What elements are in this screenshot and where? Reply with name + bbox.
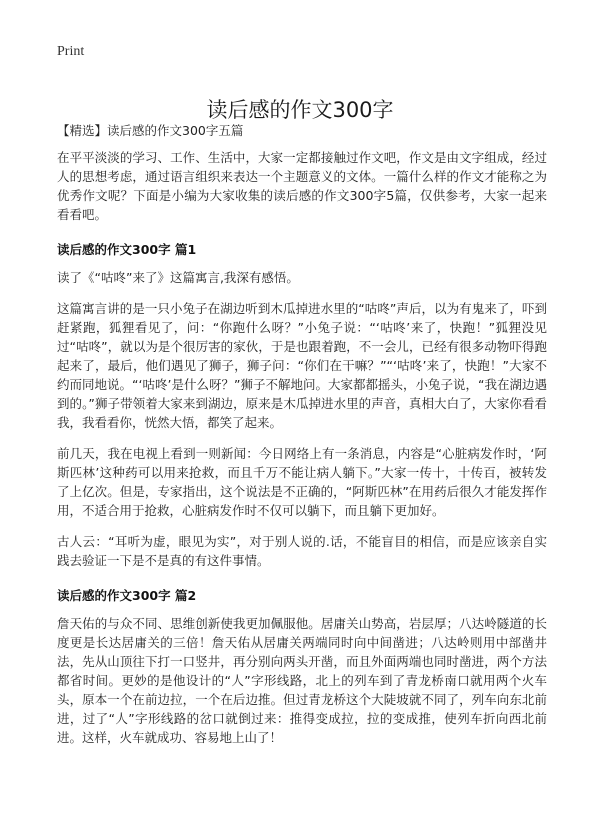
article-subtitle: 【精选】读后感的作文300字五篇 [57, 123, 244, 138]
section-heading: 读后感的作文300字 篇1 [57, 242, 197, 257]
article-section-1 [57, 240, 547, 570]
paragraph: 古人云：“耳听为虚，眼见为实”，对于别人说的.话，不能盲目的相信，而是应该亲自实践去验证一下是不是真的有这件事情。 [57, 534, 547, 568]
article-body [57, 148, 547, 759]
paragraph: 前几天，我在电视上看到一则新闻：今日网络上有一条消息，内容是“心脏病发作时，‘阿斯匹林’这种药可以用来抢救，而且千万不能让病人躺下。”大家一传十，十传百，被转发了上亿次。但是，专家指出，这个说法是不正确的，“阿斯匹林”在用药后很久才能发挥作用，不适合用于抢救，心脏病发作时不仅可以躺下，而且躺下更加好。 [57, 446, 547, 518]
paragraph: 詹天佑的与众不同、思维创新使我更加佩服他。居庸关山势高，岩层厚；八达岭隧道的长度更是长达居庸关的三倍！詹天佑从居庸关两端同时向中间凿进；八达岭则用中部凿井法，先从山顶往下打一口竖井，再分别向两头开凿，而且外面两端也同时凿进，两个方法都省时间。更妙的是他设计的“人”字形线路，北上的列车到了青龙桥南口就用两个火车头，原本一个在前边拉，一个在后边推。但过青龙桥这个大陡坡就不同了，列车向东北前进，过了“人”字形线路的岔口就倒过来：推得变成拉，拉的变成推，使列车折向西北前进。这样，火车就成功、容易地上山了！ [57, 616, 547, 745]
page-title: 读后感的作文300字 [206, 98, 394, 123]
section-heading: 读后感的作文300字 篇2 [57, 588, 197, 603]
print-label: Print [57, 44, 85, 59]
article-section-2 [57, 586, 547, 747]
paragraph: 读了《“咕咚”来了》这篇寓言,我深有感悟。 [57, 270, 299, 285]
paragraph: 这篇寓言讲的是一只小兔子在湖边听到木瓜掉进水里的“咕咚”声后，以为有鬼来了，吓到赶紧跑，狐狸看见了，问：“你跑什么呀？”小兔子说：“‘咕咚’来了，快跑！”狐狸没见过“咕咚”，就以为是个很厉害的家伙，于是也跟着跑，不一会儿，已经有很多动物吓得跑起来了，最后，他们遇见了狮子，狮子问：“你们在干嘛？”“‘咕咚’来了，快跑！”大家不约而同地说。“‘咕咚’是什么呀？”狮子不解地问。大家都都摇头，小兔子说，“我在湖边遇到的。”狮子带领着大家来到湖边，原来是木瓜掉进水里的声音，真相大白了，大家你看看我，我看看你，恍然大悟，都笑了起来。 [57, 301, 547, 430]
intro-paragraph: 在平平淡淡的学习、工作、生活中，大家一定都接触过作文吧，作文是由文字组成，经过人的思想考虑，通过语言组织来表达一个主题意义的文体。一篇什么样的作文才能称之为优秀作文呢？下面是小编为大家收集的读后感的作文300字5篇，仅供参考，大家一起来看看吧。 [57, 150, 547, 222]
